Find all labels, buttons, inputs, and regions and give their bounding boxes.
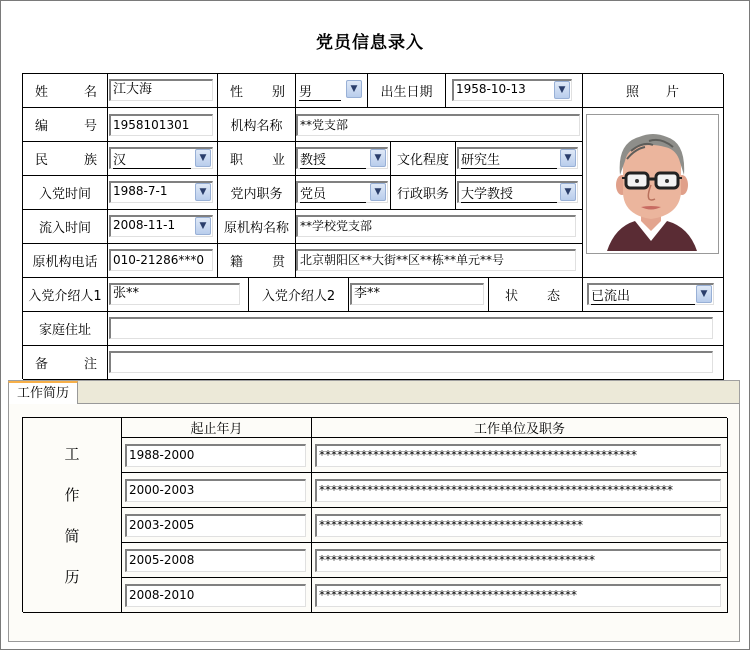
period-field[interactable]: 2000-2003	[125, 479, 306, 502]
number-field[interactable]: 1958101301	[109, 114, 213, 136]
occupation-label: 职 业	[218, 142, 296, 176]
join-date-select[interactable]	[109, 181, 213, 203]
number-label: 编 号	[23, 108, 108, 142]
name-label: 姓 名	[23, 74, 108, 108]
chevron-down-icon[interactable]: ▼	[195, 217, 211, 235]
orig-org-name-label: 原机构名称	[218, 210, 296, 244]
party-post-select[interactable]	[296, 181, 388, 203]
chevron-down-icon[interactable]: ▼	[554, 81, 570, 99]
org-name-label: 机构名称	[218, 108, 296, 142]
transfer-in-date-value: 2008-11-1	[113, 218, 176, 232]
gender-value: 男	[299, 81, 341, 101]
detail-field[interactable]: *******************************************	[315, 584, 721, 607]
sponsor1-label: 入党介绍人1	[23, 278, 108, 312]
period-field[interactable]: 2005-2008	[125, 549, 306, 572]
birth-date-value: 1958-10-13	[456, 82, 526, 96]
remarks-field[interactable]	[109, 351, 713, 373]
tab-work-history[interactable]: 工作简历	[8, 381, 78, 404]
education-label: 文化程度	[391, 142, 456, 176]
admin-post-value: 大学教授	[461, 183, 557, 203]
photo-label: 照 片	[583, 74, 724, 108]
member-photo[interactable]	[586, 114, 719, 254]
sponsor1-field[interactable]: 张**	[109, 283, 240, 305]
detail-field[interactable]: **********************************************	[315, 549, 721, 572]
name-field[interactable]: 江大海	[109, 79, 213, 101]
detail-field[interactable]: ********************************************	[315, 514, 721, 537]
orig-org-phone-field[interactable]: 010-21286***0	[109, 249, 213, 271]
orig-org-phone-label: 原机构电话	[23, 244, 108, 278]
sponsor2-label: 入党介绍人2	[249, 278, 349, 312]
chevron-down-icon[interactable]: ▼	[560, 183, 576, 201]
chevron-down-icon[interactable]: ▼	[346, 80, 362, 98]
party-post-value: 党员	[300, 183, 366, 203]
header-period: 起止年月	[122, 418, 312, 438]
ethnicity-select[interactable]	[109, 147, 213, 169]
portrait-image	[587, 115, 718, 253]
chevron-down-icon[interactable]: ▼	[370, 149, 386, 167]
ethnicity-value: 汉	[113, 149, 191, 169]
chevron-down-icon[interactable]: ▼	[560, 149, 576, 167]
native-place-label: 籍 贯	[218, 244, 296, 278]
ethnicity-label: 民 族	[23, 142, 108, 176]
birth-date-select[interactable]	[452, 79, 572, 101]
page-title: 党员信息录入	[316, 33, 424, 53]
join-date-label: 入党时间	[23, 176, 108, 210]
chevron-down-icon[interactable]: ▼	[195, 149, 211, 167]
detail-field[interactable]: ***********************************************************	[315, 479, 721, 502]
occupation-select[interactable]	[296, 147, 388, 169]
period-field[interactable]: 2003-2005	[125, 514, 306, 537]
education-value: 研究生	[461, 149, 557, 169]
gender-select[interactable]	[297, 79, 364, 101]
native-place-field[interactable]: 北京朝阳区**大街**区**栋**单元**号	[296, 249, 576, 271]
chevron-down-icon[interactable]: ▼	[696, 285, 712, 303]
education-select[interactable]	[457, 147, 578, 169]
work-history-side-label: 工 作 简 历	[23, 418, 122, 613]
period-field[interactable]: 1988-2000	[125, 444, 306, 467]
transfer-in-date-label: 流入时间	[23, 210, 108, 244]
occupation-value: 教授	[300, 149, 366, 169]
remarks-label: 备 注	[23, 346, 108, 380]
status-value: 已流出	[591, 285, 695, 305]
orig-org-name-field[interactable]: **学校党支部	[296, 215, 576, 237]
birth-date-label: 出生日期	[368, 74, 446, 108]
chevron-down-icon[interactable]: ▼	[370, 183, 386, 201]
home-address-field[interactable]	[109, 317, 713, 339]
home-address-label: 家庭住址	[23, 312, 108, 346]
chevron-down-icon[interactable]: ▼	[195, 183, 211, 201]
gender-label: 性 别	[218, 74, 296, 108]
join-date-value: 1988-7-1	[113, 184, 168, 198]
admin-post-select[interactable]	[457, 181, 578, 203]
header-detail: 工作单位及职务	[312, 418, 728, 438]
status-label: 状 态	[489, 278, 583, 312]
party-post-label: 党内职务	[218, 176, 296, 210]
sponsor2-field[interactable]: 李**	[350, 283, 484, 305]
status-select[interactable]	[587, 283, 714, 305]
detail-field[interactable]: *****************************************************	[315, 444, 721, 467]
org-name-field[interactable]: **党支部	[296, 114, 580, 136]
period-field[interactable]: 2008-2010	[125, 584, 306, 607]
transfer-in-date-select[interactable]	[109, 215, 213, 237]
admin-post-label: 行政职务	[391, 176, 456, 210]
